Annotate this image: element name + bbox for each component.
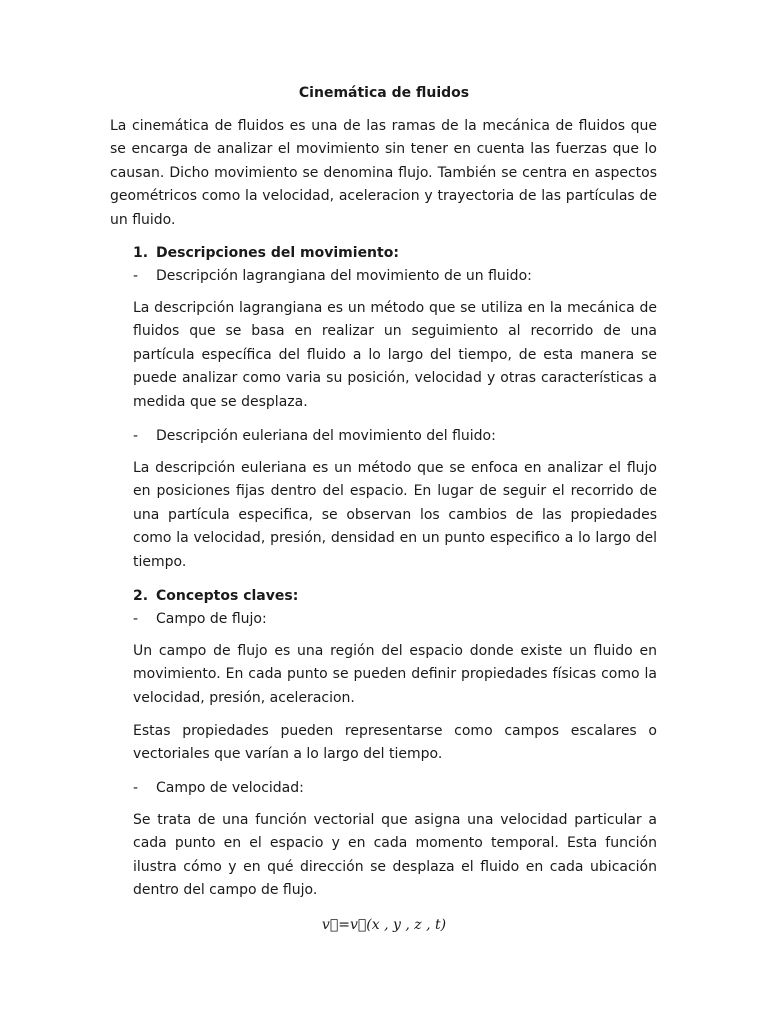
velocity-formula: v⃗=v⃗(x , y , z , t) bbox=[321, 917, 447, 933]
bullet-lagrangian bbox=[133, 267, 532, 285]
bullet-flow-field bbox=[133, 610, 267, 628]
eulerian-paragraph: La descripción euleriana es un método que se enfoca en analizar el flujo en posiciones fijas dentro del espacio. En lugar de seguir el recorrido de una partícula especifica, se observan los cambios de las propiedades como la velocidad, presión, densidad en un punto especifico a lo largo del tiempo. bbox=[133, 460, 657, 570]
bullet-eulerian bbox=[133, 427, 496, 445]
section-2-number: 2. bbox=[133, 588, 149, 604]
properties-paragraph: Estas propiedades pueden representarse como campos escalares o vectoriales que varían a lo largo del tiempo. bbox=[133, 723, 657, 763]
bullet-velocity-field-label: Campo de velocidad: bbox=[156, 780, 304, 796]
section-2-heading bbox=[133, 587, 298, 605]
intro-paragraph: La cinemática de fluidos es una de las ramas de la mecánica de fluidos que se encarga de analizar el movimiento sin tener en cuenta las fuerzas que lo causan. Dicho movimiento se denomina flujo. También se centra en aspectos geométricos como la velocidad, aceleracion y trayectoria de las partículas de un fluido. bbox=[110, 118, 657, 228]
section-2-title: Conceptos claves: bbox=[156, 588, 299, 604]
bullet-marker: - bbox=[133, 780, 139, 796]
flow-field-paragraph: Un campo de flujo es una región del espacio donde existe un fluido en movimiento. En cada punto se pueden definir propiedades físicas como la velocidad, presión, aceleracion. bbox=[133, 643, 657, 706]
bullet-marker: - bbox=[133, 428, 139, 444]
bullet-flow-field-label: Campo de flujo: bbox=[156, 611, 267, 627]
document-title: Cinemática de fluidos bbox=[298, 85, 470, 101]
lagrangian-paragraph: La descripción lagrangiana es un método que se utiliza en la mecánica de fluidos que se basa en realizar un seguimiento al recorrido de una partícula específica del fluido a lo largo del tiempo, de esta manera se puede analizar como varia su posición, velocidad y otras características a medida que se desplaza. bbox=[133, 300, 657, 410]
bullet-marker: - bbox=[133, 611, 139, 627]
bullet-marker: - bbox=[133, 268, 139, 284]
section-1-number: 1. bbox=[133, 245, 149, 261]
section-1-title: Descripciones del movimiento: bbox=[156, 245, 399, 261]
velocity-field-paragraph: Se trata de una función vectorial que asigna una velocidad particular a cada punto en el espacio y en cada momento temporal. Esta función ilustra cómo y en qué dirección se desplaza el fluido en cada ubicación dentro del campo de flujo. bbox=[133, 812, 657, 899]
bullet-velocity-field bbox=[133, 779, 304, 797]
bullet-eulerian-label: Descripción euleriana del movimiento del fluido: bbox=[156, 428, 496, 444]
section-1-heading bbox=[133, 244, 399, 262]
bullet-lagrangian-label: Descripción lagrangiana del movimiento de un fluido: bbox=[156, 268, 532, 284]
